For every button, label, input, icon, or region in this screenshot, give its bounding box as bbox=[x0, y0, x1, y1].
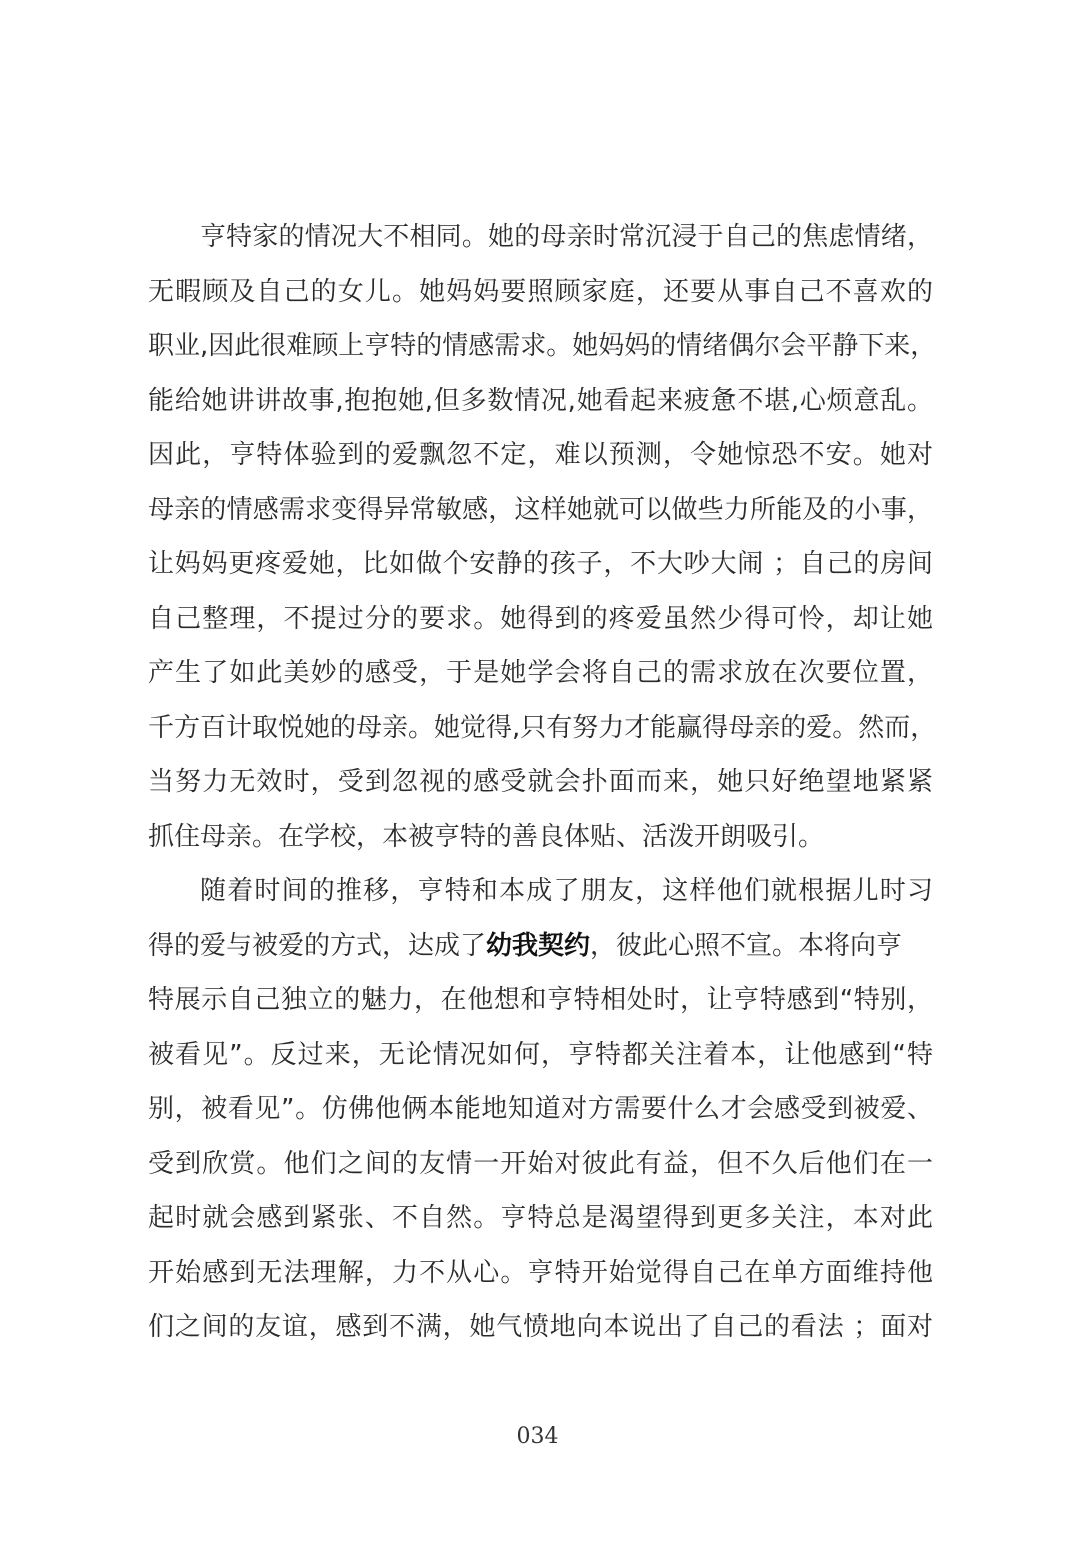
text-line: 产生了如此美妙的感受，于是她学会将自己的需求放在次要位置， bbox=[148, 658, 933, 688]
text-segment: 得的爱与被爱的方式，达成了 bbox=[148, 930, 487, 961]
page-number: 034 bbox=[516, 1424, 559, 1449]
text-line: 无暇顾及自己的女儿。她妈妈要照顾家庭，还要从事自己不喜欢的 bbox=[148, 276, 933, 307]
text-line: 别，被看见”。仿佛他俩本能地知道对方需要什么才会感受到被爱、 bbox=[148, 1094, 933, 1124]
text-line: 能给她讲讲故事,抱抱她,但多数情况,她看起来疲惫不堪,心烦意乱。 bbox=[148, 385, 933, 416]
body-text bbox=[148, 210, 937, 1355]
text-line: 让妈妈更疼爱她，比如做个安静的孩子，不大吵大闹 ；自己的房间 bbox=[148, 549, 933, 579]
text-line: 被看见”。反过来，无论情况如何，亨特都关注着本，让他感到“特 bbox=[148, 1039, 933, 1070]
text-segment: ，彼此心照不宣。本将向亨 bbox=[590, 930, 903, 961]
text-line: 当努力无效时，受到忽视的感受就会扑面而来，她只好绝望地紧紧 bbox=[148, 767, 933, 797]
text-line: 千方百计取悦她的母亲。她觉得,只有努力才能赢得母亲的爱。然而， bbox=[148, 712, 937, 743]
text-line: 特展示自己独立的魅力，在他想和亨特相处时，让亨特感到“特别， bbox=[148, 985, 933, 1015]
bold-term: 幼我契约 bbox=[486, 930, 591, 961]
text-line: 受到欣赏。他们之间的友情一开始对彼此有益，但不久后他们在一 bbox=[148, 1148, 933, 1179]
text-line: 自己整理，不提过分的要求。她得到的疼爱虽然少得可怜，却让她 bbox=[148, 603, 933, 634]
text-line-with-bold-term bbox=[148, 919, 933, 974]
text-line: 亨特家的情况大不相同。她的母亲时常沉浸于自己的焦虑情绪， bbox=[200, 222, 933, 252]
text-line: 们之间的友谊，感到不满，她气愤地向本说出了自己的看法 ；面对 bbox=[148, 1312, 933, 1342]
text-line: 开始感到无法理解，力不从心。亨特开始觉得自己在单方面维持他 bbox=[148, 1257, 933, 1288]
text-line: 随着时间的推移，亨特和本成了朋友，这样他们就根据儿时习 bbox=[200, 876, 933, 906]
text-line: 抓住母亲。在学校，本被亨特的善良体贴、活泼开朗吸引。 bbox=[148, 821, 825, 852]
text-line: 因此，亨特体验到的爱飘忽不定，难以预测，令她惊恐不安。她对 bbox=[148, 440, 933, 470]
text-line: 职业,因此很难顾上亨特的情感需求。她妈妈的情绪偶尔会平静下来， bbox=[148, 331, 937, 361]
text-line: 母亲的情感需求变得异常敏感，这样她就可以做些力所能及的小事， bbox=[148, 494, 933, 525]
text-line: 起时就会感到紧张、不自然。亨特总是渴望得到更多关注，本对此 bbox=[148, 1203, 933, 1233]
